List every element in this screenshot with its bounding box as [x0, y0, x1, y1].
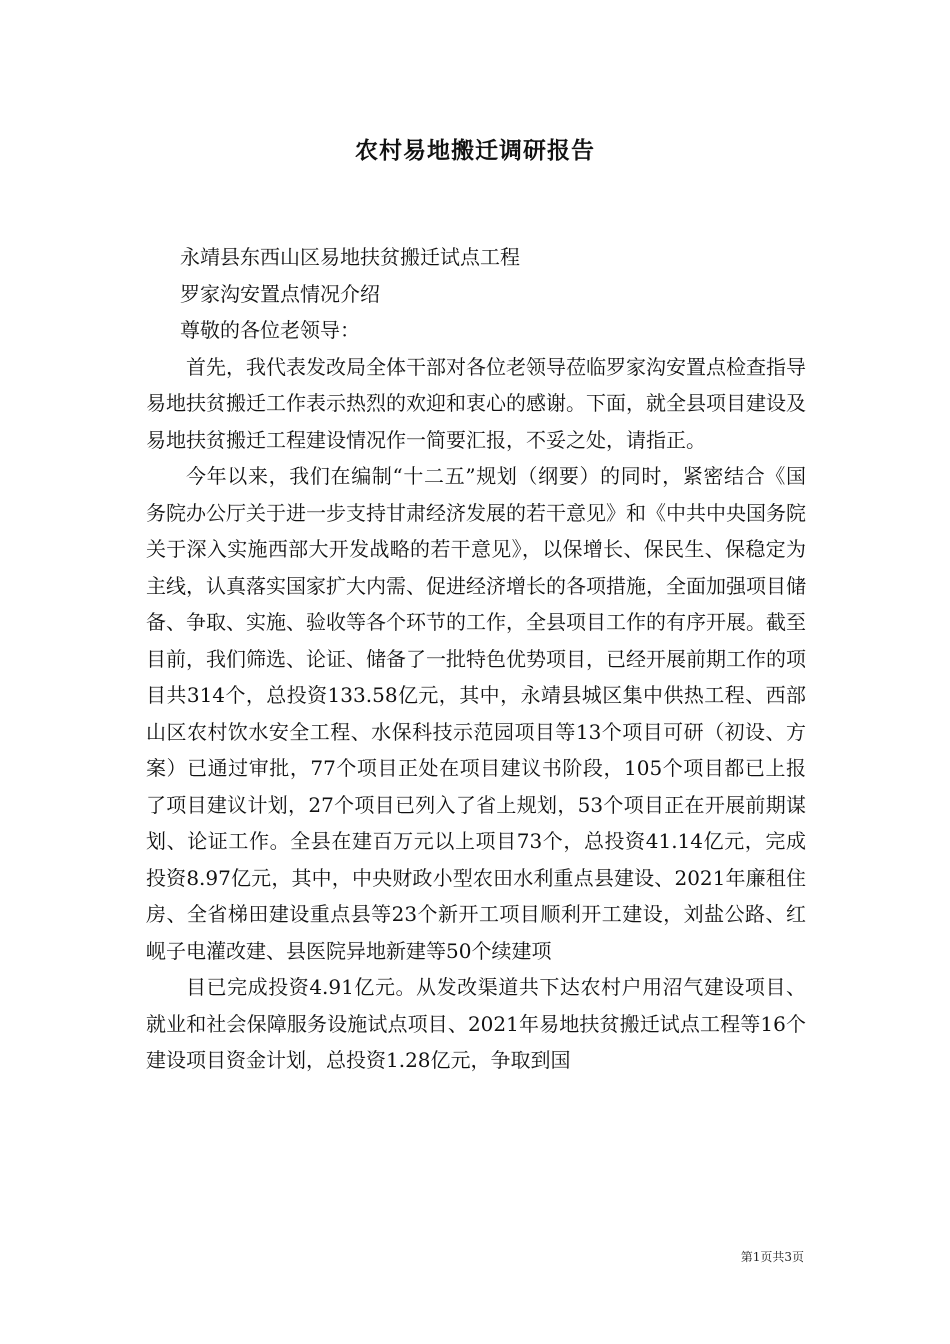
page-number-footer: 第1页共3页 — [740, 1250, 804, 1264]
paragraph: 今年以来，我们在编制“十二五”规划（纲要）的同时，紧密结合《国务院办公厅关于进一步支持甘肃经济发展的若干意见》和《中共中央国务院关于深入实施西部大开发战略的若干意见》，以保增长、保民生、保稳定为主线，认真落实国家扩大内需、促进经济增长的各项措施，全面加强项目储备、争取、实施、验收等各个环节的工作，全县项目工作的有序开展。截至目前，我们筛选、论证、储备了一批特色优势项目，已经开展前期工作的项目共314个，总投资133.58亿元，其中，永靖县城区集中供热工程、西部山区农村饮水安全工程、水保科技示范园项目等13个项目可研（初设、方案）已通过审批，77个项目正处在项目建议书阶段，105个项目都已上报了项目建议计划，27个项目已列入了省上规划，53个项目正在开展前期谋划、论证工作。全县在建百万元以上项目73个，总投资41.14亿元，完成投资8.97亿元，其中，中央财政小型农田水利重点县建设、2021年廉租住房、全省梯田建设重点县等23个新开工项目顺利开工建设，刘盐公路、红岘子电灌改建、县医院异地新建等50个续建项 — [146, 464, 806, 963]
document-body — [146, 239, 806, 1079]
heading-line-1: 永靖县东西山区易地扶贫搬迁试点工程 — [180, 245, 520, 269]
document-title: 农村易地搬迁调研报告 — [355, 137, 595, 164]
paragraph: 目已完成投资4.91亿元。从发改渠道共下达农村户用沼气建设项目、就业和社会保障服务设施试点项目、2021年易地扶贫搬迁试点工程等16个建设项目资金计划，总投资1.28亿元，争取到国 — [146, 975, 806, 1072]
paragraph: 首先，我代表发改局全体干部对各位老领导莅临罗家沟安置点检查指导易地扶贫搬迁工作表示热烈的欢迎和衷心的感谢。下面，就全县项目建设及易地扶贫搬迁工程建设情况作一简要汇报，不妥之处，请指正。 — [146, 354, 806, 452]
salutation: 尊敬的各位老领导： — [180, 318, 360, 342]
heading-line-2: 罗家沟安置点情况介绍 — [180, 281, 380, 306]
